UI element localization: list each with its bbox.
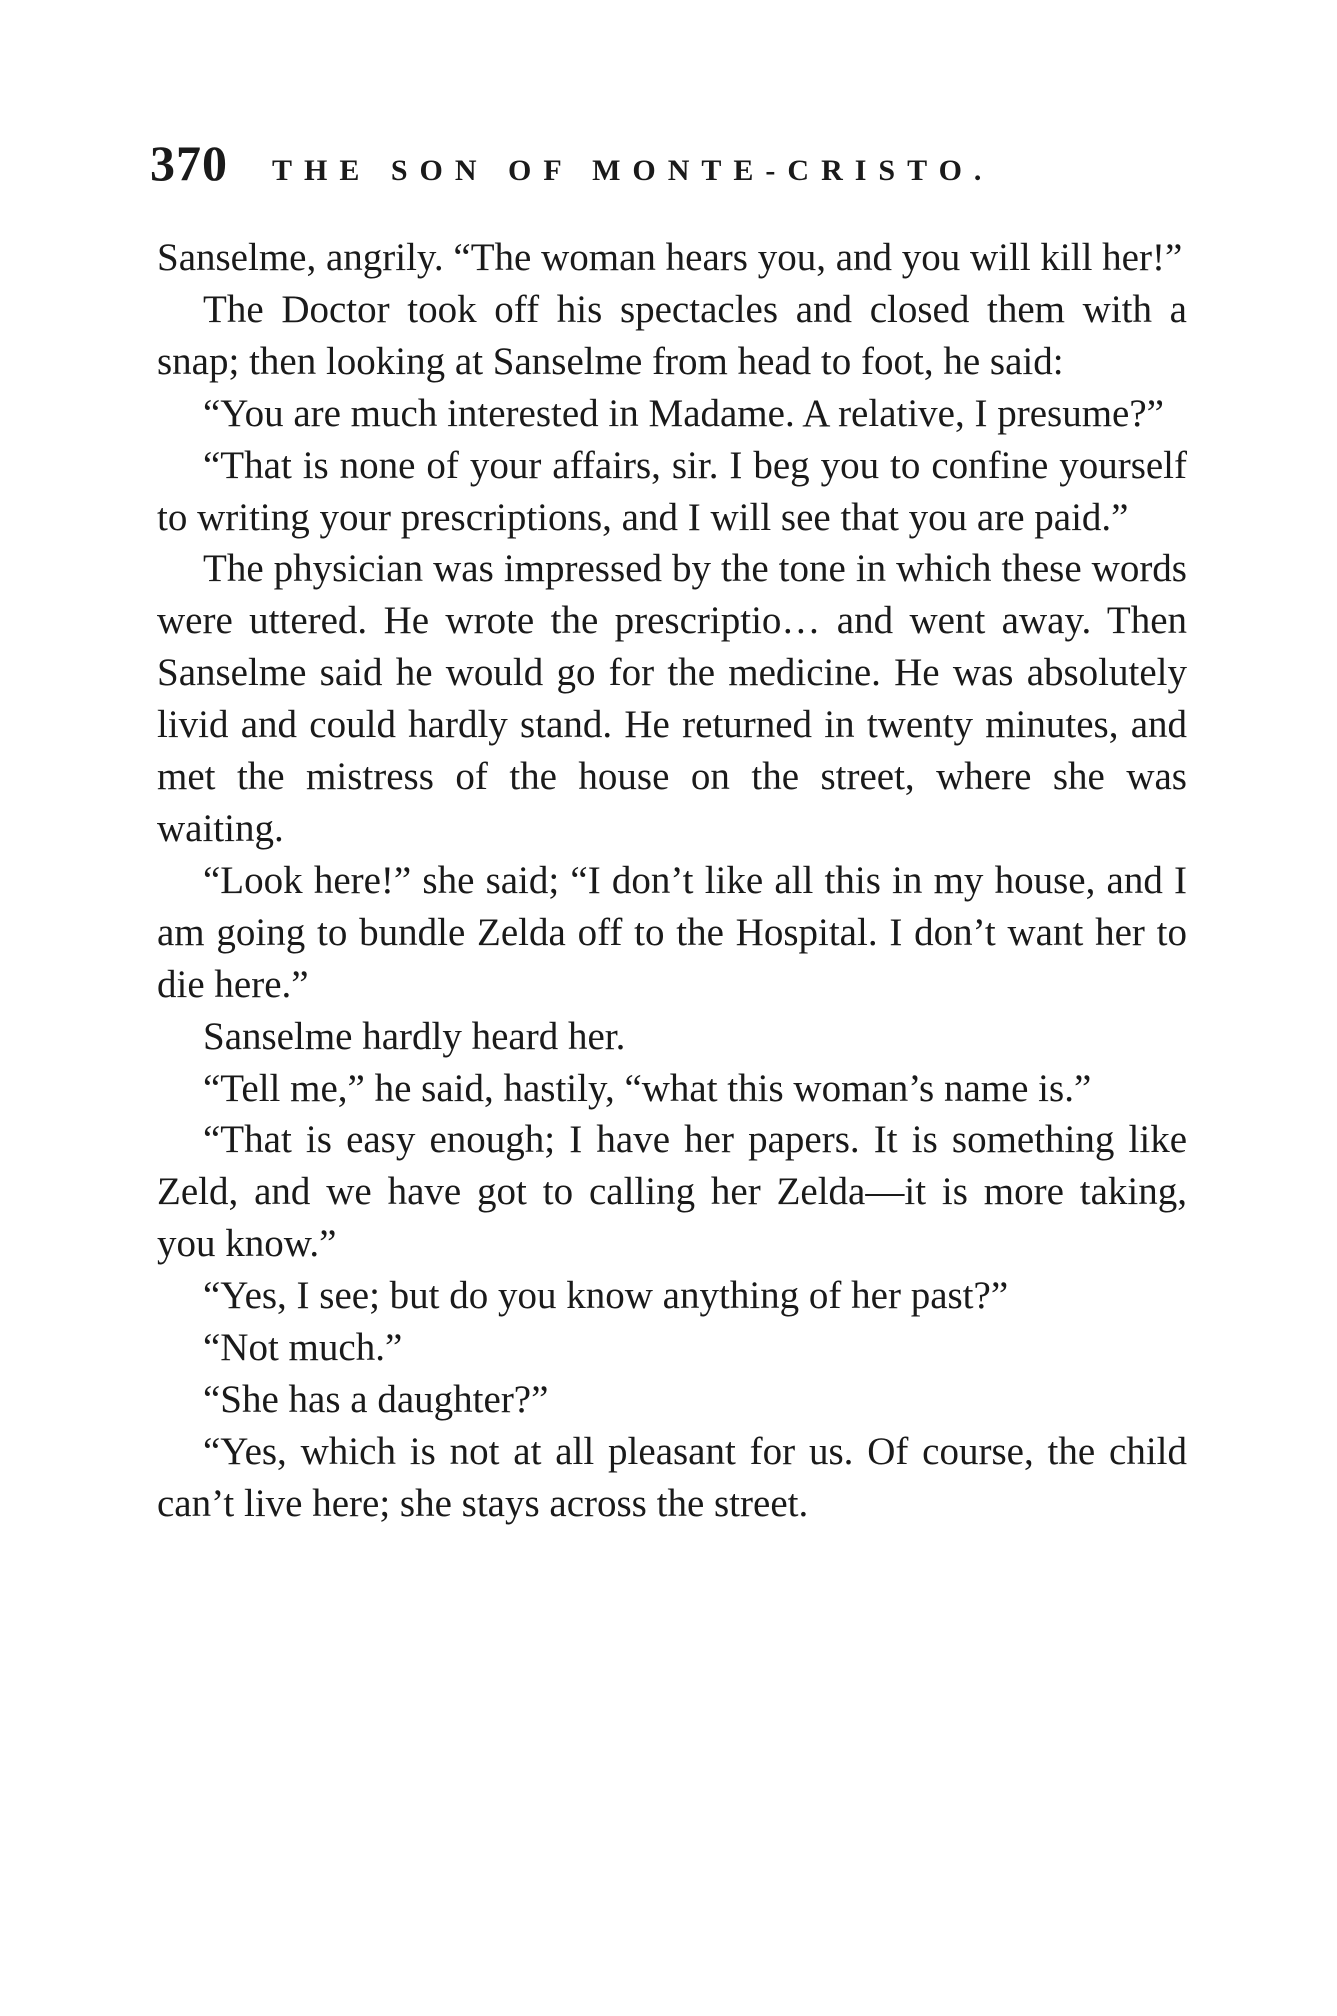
paragraph: “Not much.” bbox=[203, 1326, 403, 1370]
paragraph: “Tell me,” he said, hastily, “what this woman’s name is.” bbox=[203, 1066, 1092, 1110]
paragraph: The physician was impressed by the tone in which these words were uttered. He wrote the prescriptio… and went away. Then Sanselme said he would go for the medicine. He was absolutely livid and could hardly stand. He returned in twenty minutes, and met the mistress of the house on the street, where she was waiting. bbox=[157, 547, 1187, 850]
paragraph: “She has a daughter?” bbox=[203, 1377, 549, 1421]
paragraph: Sanselme hardly heard her. bbox=[203, 1014, 626, 1058]
paragraph: The Doctor took off his spectacles and closed them with a snap; then looking at Sanselme from head to foot, he said: bbox=[157, 287, 1187, 383]
paragraph: “Yes, which is not at all pleasant for us. Of course, the child can’t live here; she stays across the street. bbox=[157, 1429, 1187, 1525]
page-number: 370 bbox=[150, 135, 228, 191]
paragraph: “Yes, I see; but do you know anything of her past?” bbox=[203, 1274, 1009, 1318]
paragraph: Sanselme, angrily. “The woman hears you, and you will kill her!” bbox=[157, 236, 1183, 279]
paragraph: “You are much interested in Madame. A relative, I presume?” bbox=[203, 391, 1164, 435]
paragraph: “That is easy enough; I have her papers. It is something like Zeld, and we have got to calling her Zelda—it is more taking, you know.” bbox=[157, 1118, 1187, 1266]
paragraph: “Look here!” she said; “I don’t like all this in my house, and I am going to bundle Zelda off to the Hospital. I don’t want her to die here.” bbox=[157, 858, 1187, 1006]
running-title: THE SON OF MONTE-CRISTO. bbox=[272, 154, 994, 187]
body-text bbox=[157, 232, 1187, 1530]
page-header bbox=[150, 134, 1190, 194]
paragraph: “That is none of your affairs, sir. I beg you to confine yourself to writing your prescriptions, and I will see that you are paid.” bbox=[157, 443, 1187, 539]
